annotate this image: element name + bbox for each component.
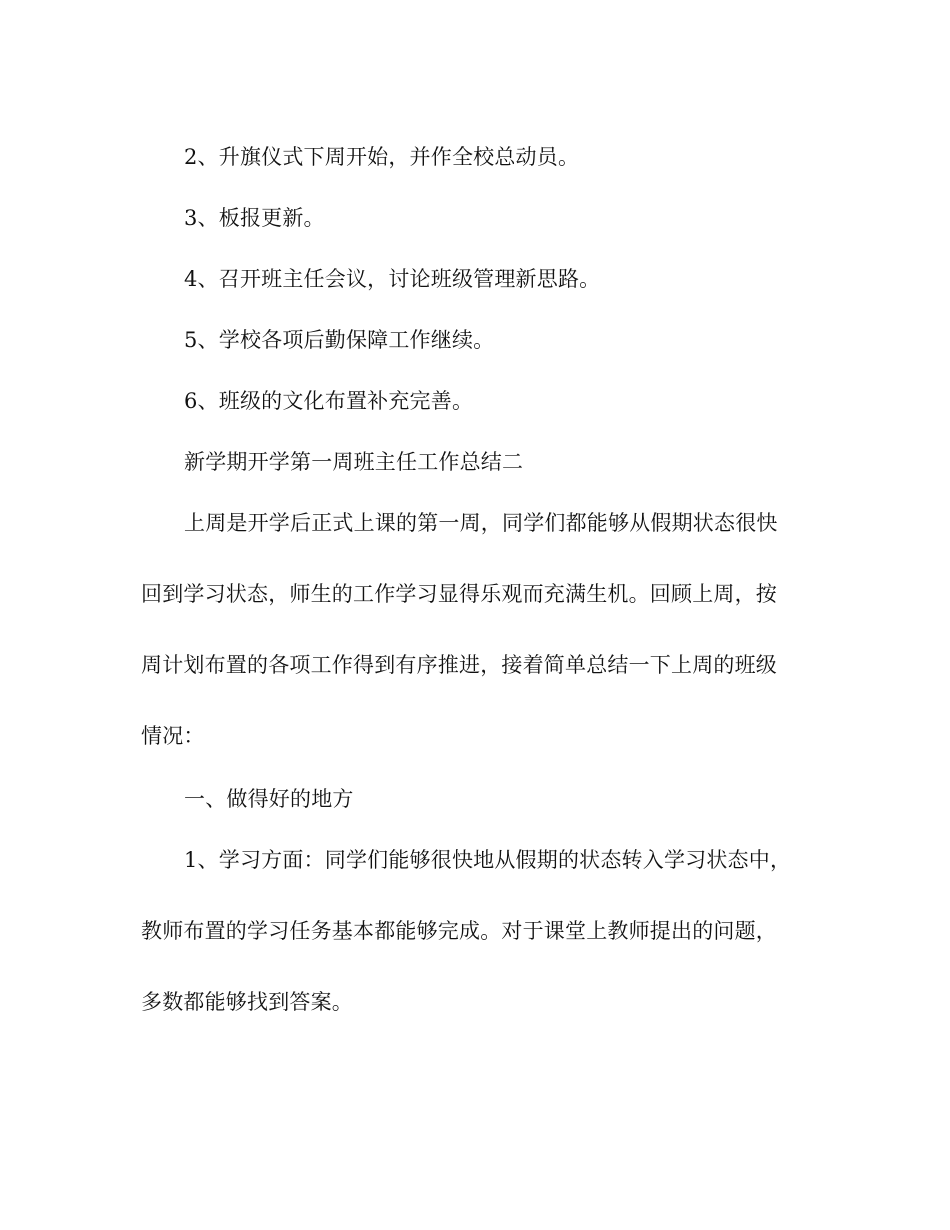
paragraph-line: 回到学习状态，师生的工作学习显得乐观而充满生机。回顾上周，按	[141, 582, 777, 606]
section-title: 新学期开学第一周班主任工作总结二	[184, 450, 524, 474]
paragraph-line: 教师布置的学习任务基本都能够完成。对于课堂上教师提出的问题，	[141, 919, 777, 943]
paragraph-line: 1、学习方面：同学们能够很快地从假期的状态转入学习状态中，	[184, 848, 792, 872]
paragraph-line: 周计划布置的各项工作得到有序推进，接着简单总结一下上周的班级	[141, 653, 777, 677]
paragraph-line: 上周是开学后正式上课的第一周，同学们都能够从假期状态很快	[184, 511, 778, 535]
paragraph-line: 情况：	[141, 724, 205, 748]
list-item: 4、召开班主任会议，讨论班级管理新思路。	[184, 267, 601, 291]
list-item: 6、班级的文化布置补充完善。	[184, 389, 474, 413]
list-item: 3、板报更新。	[184, 206, 325, 230]
subheading: 一、做得好的地方	[184, 787, 354, 811]
paragraph-line: 多数都能够找到答案。	[141, 990, 353, 1014]
list-item: 5、学校各项后勤保障工作继续。	[184, 328, 495, 352]
list-item: 2、升旗仪式下周开始，并作全校总动员。	[184, 145, 580, 169]
